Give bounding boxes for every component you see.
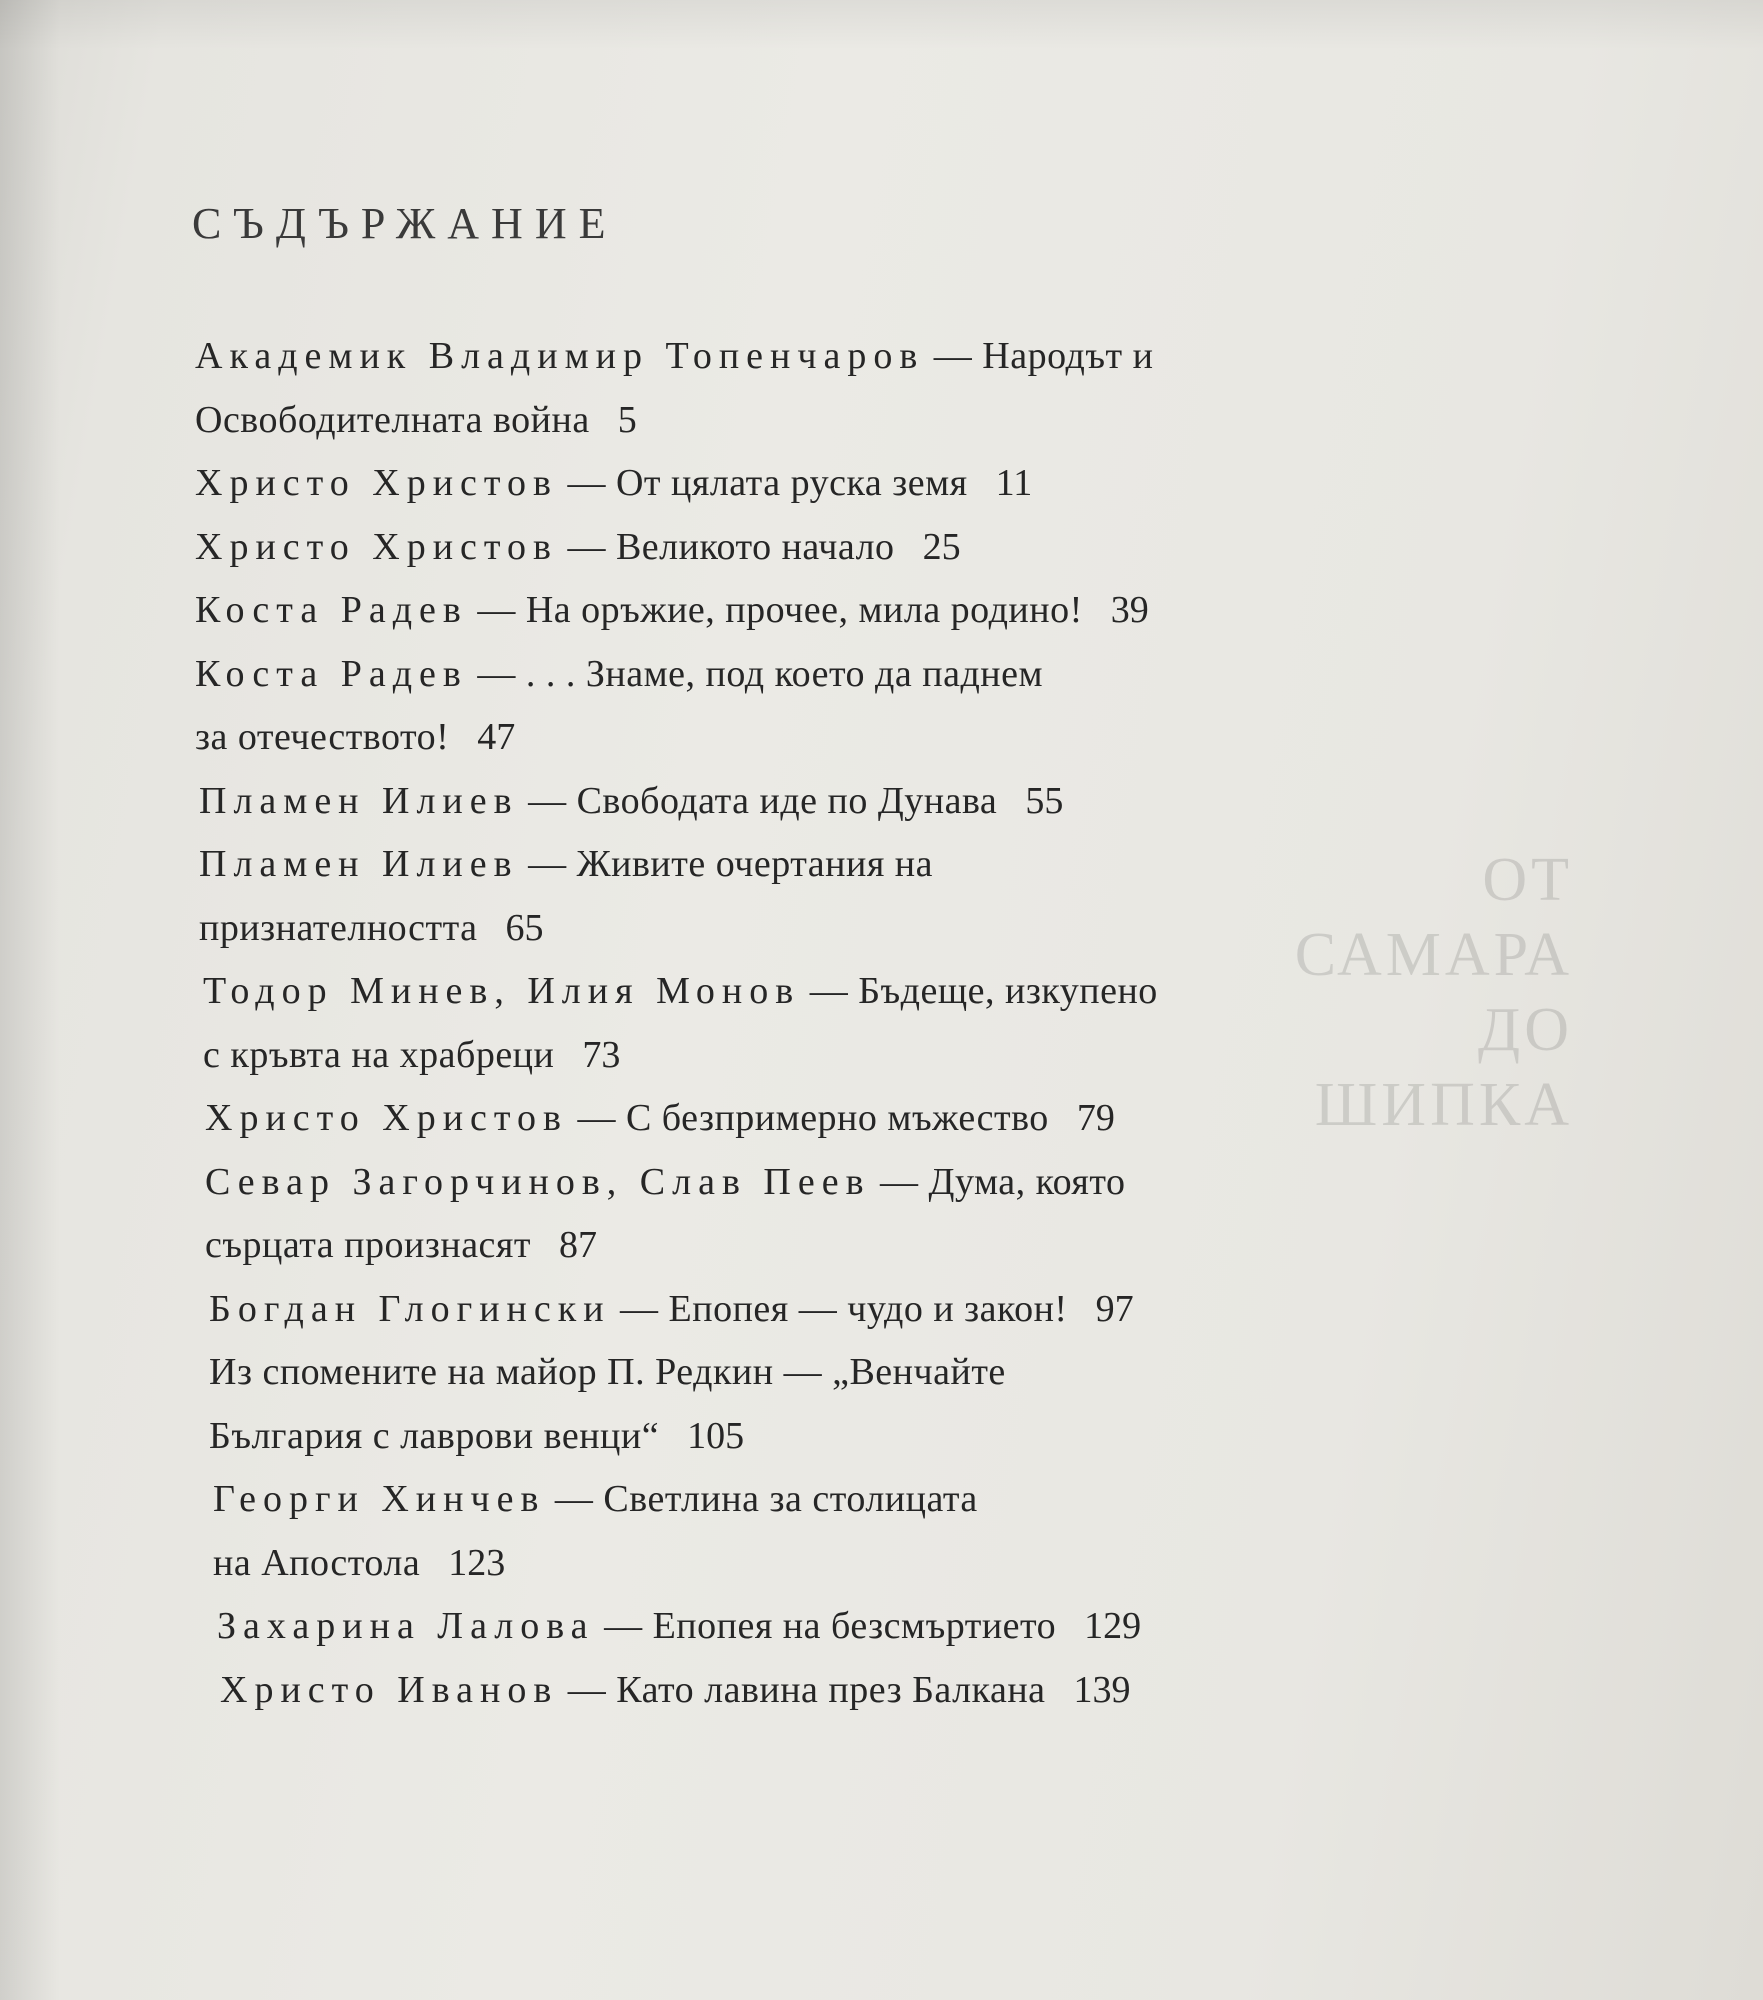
toc-entry-page-number: 11	[995, 462, 1033, 504]
toc-entry-page-number: 5	[617, 398, 637, 441]
toc-entry-title: признателността	[199, 906, 478, 949]
toc-entry	[195, 1087, 1395, 1151]
toc-entry-author: Севар Загорчинов, Слав Пеев	[205, 1160, 871, 1203]
toc-entry	[195, 1405, 1395, 1469]
toc-entry-author: Богдан Глогински	[209, 1287, 611, 1330]
toc-entry-author: Академик Владимир Топенчаров	[195, 335, 925, 377]
toc-entry-author: Христо Иванов	[220, 1668, 559, 1711]
bleed-through-decoration: САМАРА	[1294, 921, 1573, 989]
bleed-through-decoration: ОТ	[1482, 846, 1573, 914]
toc-entry-title: с кръвта на храбреци	[203, 1033, 555, 1076]
toc-entry-author: Христо Христов	[205, 1097, 568, 1139]
page-gutter-shadow	[0, 0, 60, 2000]
toc-entry	[195, 516, 1395, 580]
toc-entry-page-number: 97	[1095, 1287, 1134, 1330]
table-of-contents	[195, 325, 1395, 1722]
toc-entry	[195, 1659, 1395, 1723]
toc-entry-page-number: 55	[1025, 779, 1064, 822]
toc-entry-author: Коста Радев	[195, 589, 468, 631]
toc-entry	[195, 579, 1395, 643]
toc-entry-title: Освободителната война	[195, 398, 590, 441]
toc-entry-title: — С безпримерно мъжество	[577, 1097, 1049, 1139]
toc-entry	[195, 960, 1395, 1024]
toc-entry	[195, 1341, 1395, 1405]
toc-entry-author: Георги Хинчев	[213, 1478, 546, 1520]
toc-entry-author: Тодор Минев, Илия Монов	[203, 970, 801, 1012]
toc-entry-title: — Бъдеще, изкупено	[809, 970, 1158, 1012]
toc-entry-title: — Епопея — чудо и закон!	[620, 1287, 1068, 1330]
page-title: СЪДЪРЖАНИЕ	[192, 199, 618, 248]
toc-entry-page-number: 129	[1084, 1605, 1142, 1647]
toc-entry-page-number: 39	[1110, 589, 1149, 631]
bleed-through-decoration: ДО	[1477, 996, 1573, 1064]
toc-entry	[195, 1468, 1395, 1532]
toc-entry-title: за отечеството!	[195, 716, 450, 758]
toc-entry	[195, 1024, 1395, 1088]
toc-entry	[195, 325, 1395, 389]
toc-entry-page-number: 105	[687, 1414, 745, 1457]
toc-entry-title: на Апостола	[213, 1541, 421, 1584]
toc-entry-title: — На оръжие, прочее, мила родино!	[477, 589, 1083, 631]
toc-entry-title: — Дума, която	[880, 1160, 1126, 1203]
toc-entry-title: — Светлина за столицата	[554, 1478, 978, 1520]
toc-entry-page-number: 73	[582, 1033, 621, 1076]
toc-entry	[195, 643, 1395, 707]
toc-entry-title: — От цялата руска земя	[567, 462, 968, 504]
toc-entry-title: — Народът и	[933, 335, 1154, 377]
toc-entry	[195, 706, 1395, 770]
toc-entry-title: — Великото начало	[567, 525, 895, 568]
toc-entry-page-number: 87	[559, 1224, 598, 1266]
toc-entry-author: Пламен Илиев	[199, 843, 519, 885]
toc-entry-page-number: 79	[1076, 1097, 1115, 1139]
toc-entry-title: — . . . Знаме, под което да паднем	[477, 652, 1044, 695]
toc-entry-author: Пламен Илиев	[199, 779, 519, 822]
toc-entry-author: Христо Христов	[195, 525, 558, 568]
toc-entry	[195, 389, 1395, 453]
toc-entry-page-number: 123	[448, 1541, 506, 1584]
toc-entry	[195, 833, 1395, 897]
toc-entry	[195, 897, 1395, 961]
toc-entry-page-number: 25	[922, 525, 961, 568]
toc-entry-author: Захарина Лалова	[217, 1605, 595, 1647]
toc-entry	[195, 452, 1395, 516]
toc-entry-title: — Епопея на безсмъртието	[604, 1605, 1057, 1647]
toc-entry	[195, 1151, 1395, 1215]
toc-entry-page-number: 47	[477, 716, 516, 758]
toc-entry-author: Христо Христов	[195, 462, 558, 504]
toc-entry	[195, 770, 1395, 834]
toc-entry-page-number: 65	[505, 906, 544, 949]
toc-entry-title: — Като лавина през Балкана	[567, 1668, 1046, 1711]
bleed-through-decoration: ШИПКА	[1314, 1071, 1573, 1139]
toc-entry-title: Из спомените на майор П. Редкин — „Венчайте	[209, 1351, 1006, 1393]
toc-entry-title: сърцата произнасят	[205, 1224, 532, 1266]
toc-entry	[195, 1214, 1395, 1278]
toc-entry-page-number: 139	[1073, 1668, 1131, 1711]
toc-entry	[195, 1278, 1395, 1342]
page-top-shadow	[0, 0, 1763, 50]
toc-entry	[195, 1532, 1395, 1596]
toc-entry-author: Коста Радев	[195, 652, 468, 695]
toc-entry-title: — Свободата иде по Дунава	[528, 779, 998, 822]
toc-entry-title: — Живите очертания на	[528, 843, 933, 885]
toc-entry-title: България с лаврови венци“	[209, 1414, 660, 1457]
toc-entry	[195, 1595, 1395, 1659]
